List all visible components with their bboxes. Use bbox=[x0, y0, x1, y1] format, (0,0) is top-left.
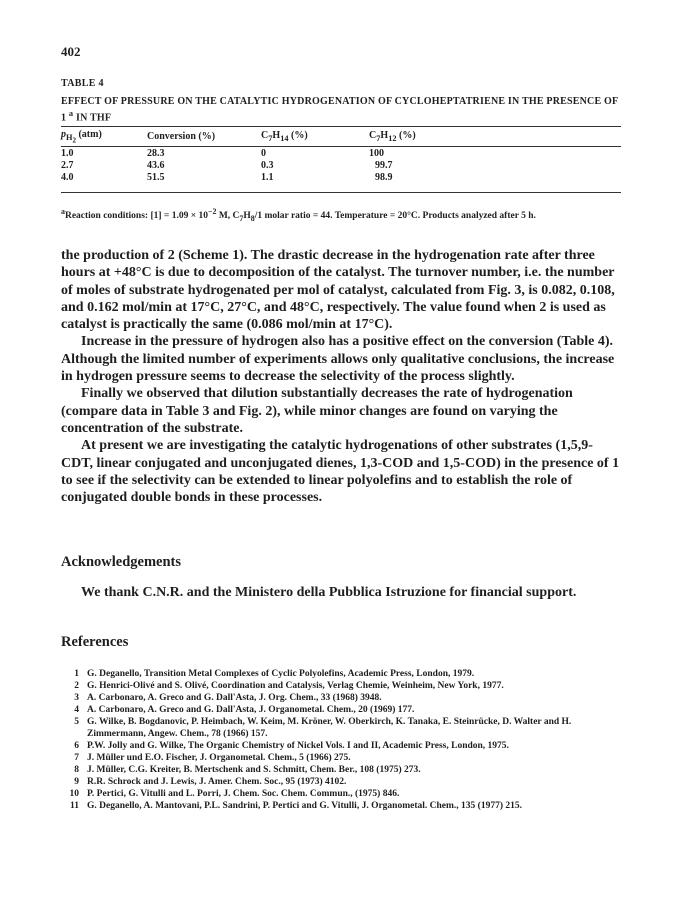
header-c7h12: $C_7H_{12}$ (%) bbox=[369, 130, 416, 143]
table-top-rule bbox=[61, 126, 621, 127]
references-heading: References bbox=[61, 634, 129, 650]
table-cell: 4.0 bbox=[61, 172, 74, 183]
reference-item: 5 G. Wilke, B. Bogdanovic, P. Heimbach, W. Keim, M. Kröner, W. Oberkirch, K. Tanaka, E. Steinrücke, D. Walter and H. Zimmermann, Angew. Chem., 78 (1966) 157. bbox=[74, 717, 572, 739]
header-c7h14: $C_7H_{14}$ (%) bbox=[261, 130, 308, 143]
table-cell: 51.5 bbox=[147, 172, 165, 183]
table-row bbox=[61, 160, 621, 172]
table-bottom-rule bbox=[61, 192, 621, 193]
acknowledgements-heading: Acknowledgements bbox=[61, 554, 182, 570]
data-table bbox=[61, 128, 621, 184]
table-footnote: $^a$Reaction conditions: $[1] = 1.09 \times 10^{-2}$ M, $C_7H_8/1$ molar ratio = 44. Temperature = 20°C. Products analyzed after 5 h. bbox=[61, 207, 536, 224]
paragraph: Increase in the pressure of hydrogen also has a positive effect on the conversion (Table 4). Although the limited number of experiments allows only qualitative conclusions, the increase in hydrogen pressure seems to decrease the selectivity of the process slightly. bbox=[61, 334, 615, 385]
reference-item: 7 J. Müller und E.O. Fischer, J. Organometal. Chem., 5 (1966) 275. bbox=[74, 753, 351, 763]
acknowledgements-text: We thank C.N.R. and the Ministero della Pubblica Istruzione for financial support. bbox=[81, 585, 577, 600]
table-cell: 99.7 bbox=[375, 160, 393, 171]
body-text bbox=[61, 247, 621, 506]
table-row bbox=[61, 172, 621, 184]
paragraph: Finally we observed that dilution substantially decreases the rate of hydrogenation (compare data in Table 3 and Fig. 2), while minor changes are found on varying the concentration of the substrate. bbox=[61, 386, 573, 436]
reference-item: 2 G. Henrici-Olivé and S. Olivé, Coordination and Catalysis, Verlag Chemie, Weinheim, New York, 1977. bbox=[74, 681, 504, 691]
table-cell: 98.9 bbox=[375, 172, 393, 183]
reference-item: 4 A. Carbonaro, A. Greco and G. Dall'Asta, J. Organometal. Chem., 20 (1969) 177. bbox=[74, 705, 415, 715]
table-cell: 28.3 bbox=[147, 148, 165, 159]
header-conversion: Conversion (%) bbox=[147, 131, 216, 142]
table-cell: 0 bbox=[261, 148, 266, 159]
table-cell: 43.6 bbox=[147, 160, 165, 171]
table-cell: 1.0 bbox=[61, 148, 74, 159]
table-row bbox=[61, 145, 621, 160]
table-caption-text: EFFECT OF PRESSURE ON THE CATALYTIC HYDROGENATION OF CYCLOHEPTATRIENE IN THE PRESENCE OF 1 bbox=[61, 96, 618, 124]
table-header-row bbox=[61, 128, 621, 145]
page-number: 402 bbox=[61, 44, 81, 59]
table-label: TABLE 4 bbox=[61, 78, 104, 89]
table-cell: 1.1 bbox=[261, 172, 274, 183]
reference-list bbox=[61, 668, 621, 812]
table-caption-footnote-mark: a bbox=[68, 109, 74, 118]
table-caption-tail: IN THF bbox=[73, 112, 112, 124]
reference-item: 8 J. Müller, C.G. Kreiter, B. Mertschenk and S. Schmitt, Chem. Ber., 108 (1975) 273. bbox=[74, 765, 421, 775]
table-cell: 2.7 bbox=[61, 160, 74, 171]
header-pressure: $p_{H_2}$ (atm) bbox=[61, 128, 102, 145]
reference-item: 11 G. Deganello, A. Mantovani, P.L. Sandrini, P. Pertici and G. Vitulli, J. Organometal. Chem., 135 (1977) 215. bbox=[70, 801, 522, 811]
reference-item: 9 R.R. Schrock and J. Lewis, J. Amer. Chem. Soc., 95 (1973) 4102. bbox=[74, 777, 347, 787]
reference-item: 6 P.W. Jolly and G. Wilke, The Organic Chemistry of Nickel Vols. I and II, Academic Press, London, 1975. bbox=[74, 741, 509, 751]
reference-item: 10 P. Pertici, G. Vitulli and L. Porri, J. Chem. Soc. Chem. Commun., (1975) 846. bbox=[69, 789, 400, 799]
table-caption bbox=[61, 96, 621, 124]
table-cell: 0.3 bbox=[261, 160, 274, 171]
paragraph: At present we are investigating the catalytic hydrogenations of other substrates (1,5,9-CDT, linear conjugated and unconjugated dienes, 1,3-COD and 1,5-COD) in the presence of 1 to see if the selectivity can be extended to linear polyolefins and to establish the role of conjugated double bonds in these processes. bbox=[61, 438, 620, 506]
table-cell: 100 bbox=[369, 148, 384, 159]
reference-item: 3 A. Carbonaro, A. Greco and G. Dall'Asta, J. Org. Chem., 33 (1968) 3948. bbox=[74, 693, 382, 703]
paragraph: the production of 2 (Scheme 1). The drastic decrease in the hydrogenation rate after three hours at +48°C is due to decomposition of the catalyst. The turnover number, i.e. the number of moles of substrate hydrogenated per mol of catalyst, calculated from Fig. 3, is 0.082, 0.108, and 0.162 mol/min at 17°C, 27°C, and 48°C, respectively. The value found when 2 is used as catalyst is practically the same (0.086 mol/min at 17°C). bbox=[61, 248, 615, 333]
reference-item: 1 G. Deganello, Transition Metal Complexes of Cyclic Polyolefins, Academic Press, London, 1979. bbox=[74, 669, 475, 679]
